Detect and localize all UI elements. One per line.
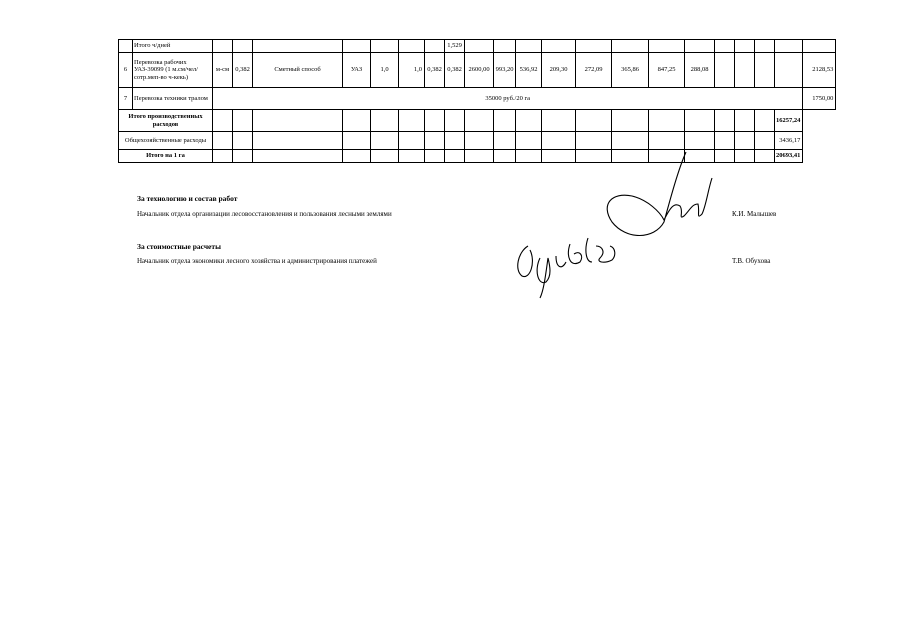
table-row-production-total bbox=[119, 110, 836, 132]
row-label: Перевозка техники тралом bbox=[133, 88, 213, 110]
cell-value: 288,08 bbox=[685, 53, 715, 88]
row-label: Итого производственных расходов bbox=[119, 110, 213, 132]
table-row-7 bbox=[119, 88, 836, 110]
cost-heading: За стоимостные расчеты bbox=[137, 242, 221, 251]
handwritten-signature-1 bbox=[607, 152, 712, 236]
cell-value: 2600,00 bbox=[465, 53, 494, 88]
cell-value: 847,25 bbox=[649, 53, 685, 88]
cell-method: Сметный способ bbox=[253, 53, 343, 88]
cell-qty: 0,382 bbox=[233, 53, 253, 88]
cell-total: 16257,24 bbox=[775, 110, 803, 132]
cell-rate: 35000 руб./20 га bbox=[213, 88, 803, 110]
cell-value: 1,529 bbox=[445, 40, 465, 53]
cell-total: 20693,41 bbox=[775, 150, 803, 163]
table-row-overhead bbox=[119, 132, 836, 150]
cell-vehicle: УАЗ bbox=[343, 53, 371, 88]
table-row-grand-total bbox=[119, 150, 836, 163]
row-label: Общехозяйственные расходы bbox=[119, 132, 213, 150]
cell-value: 272,09 bbox=[576, 53, 612, 88]
row-number: 6 bbox=[119, 53, 133, 88]
cell-value: 1,0 bbox=[399, 53, 425, 88]
row-number: 7 bbox=[119, 88, 133, 110]
cell-value: 0,382 bbox=[425, 53, 445, 88]
cell-total: 1750,00 bbox=[803, 88, 836, 110]
row-label: Итого ч/дней bbox=[133, 40, 213, 53]
table-row-total-mandays bbox=[119, 40, 836, 53]
cell-value: 365,86 bbox=[612, 53, 649, 88]
row-label: Перевозка рабочих УАЗ-39099 (1 м.см/чел/сотр.меп-во ч-кекь) bbox=[133, 53, 213, 88]
tech-position: Начальник отдела организации лесовосстановления и пользования лесными землями bbox=[137, 210, 392, 218]
cell-total: 2128,53 bbox=[803, 53, 836, 88]
cell-total: 3436,17 bbox=[775, 132, 803, 150]
tech-heading: За технологию и состав работ bbox=[137, 194, 238, 203]
cell-value: 536,92 bbox=[516, 53, 542, 88]
cost-position: Начальник отдела экономики лесного хозяйства и администрирования платежей bbox=[137, 257, 377, 265]
cell-unit: м-см bbox=[213, 53, 233, 88]
cell-value: 1,0 bbox=[371, 53, 399, 88]
cell-value: 209,30 bbox=[542, 53, 576, 88]
table-row-6 bbox=[119, 53, 836, 88]
cost-signer-name: Т.В. Обухова bbox=[732, 257, 771, 265]
row-label: Итого на 1 га bbox=[119, 150, 213, 163]
cell-value: 0,382 bbox=[445, 53, 465, 88]
cost-table bbox=[118, 39, 836, 163]
handwritten-signature-2 bbox=[518, 238, 615, 298]
tech-signer-name: К.И. Малышев bbox=[732, 210, 777, 218]
cell-value: 993,20 bbox=[494, 53, 516, 88]
